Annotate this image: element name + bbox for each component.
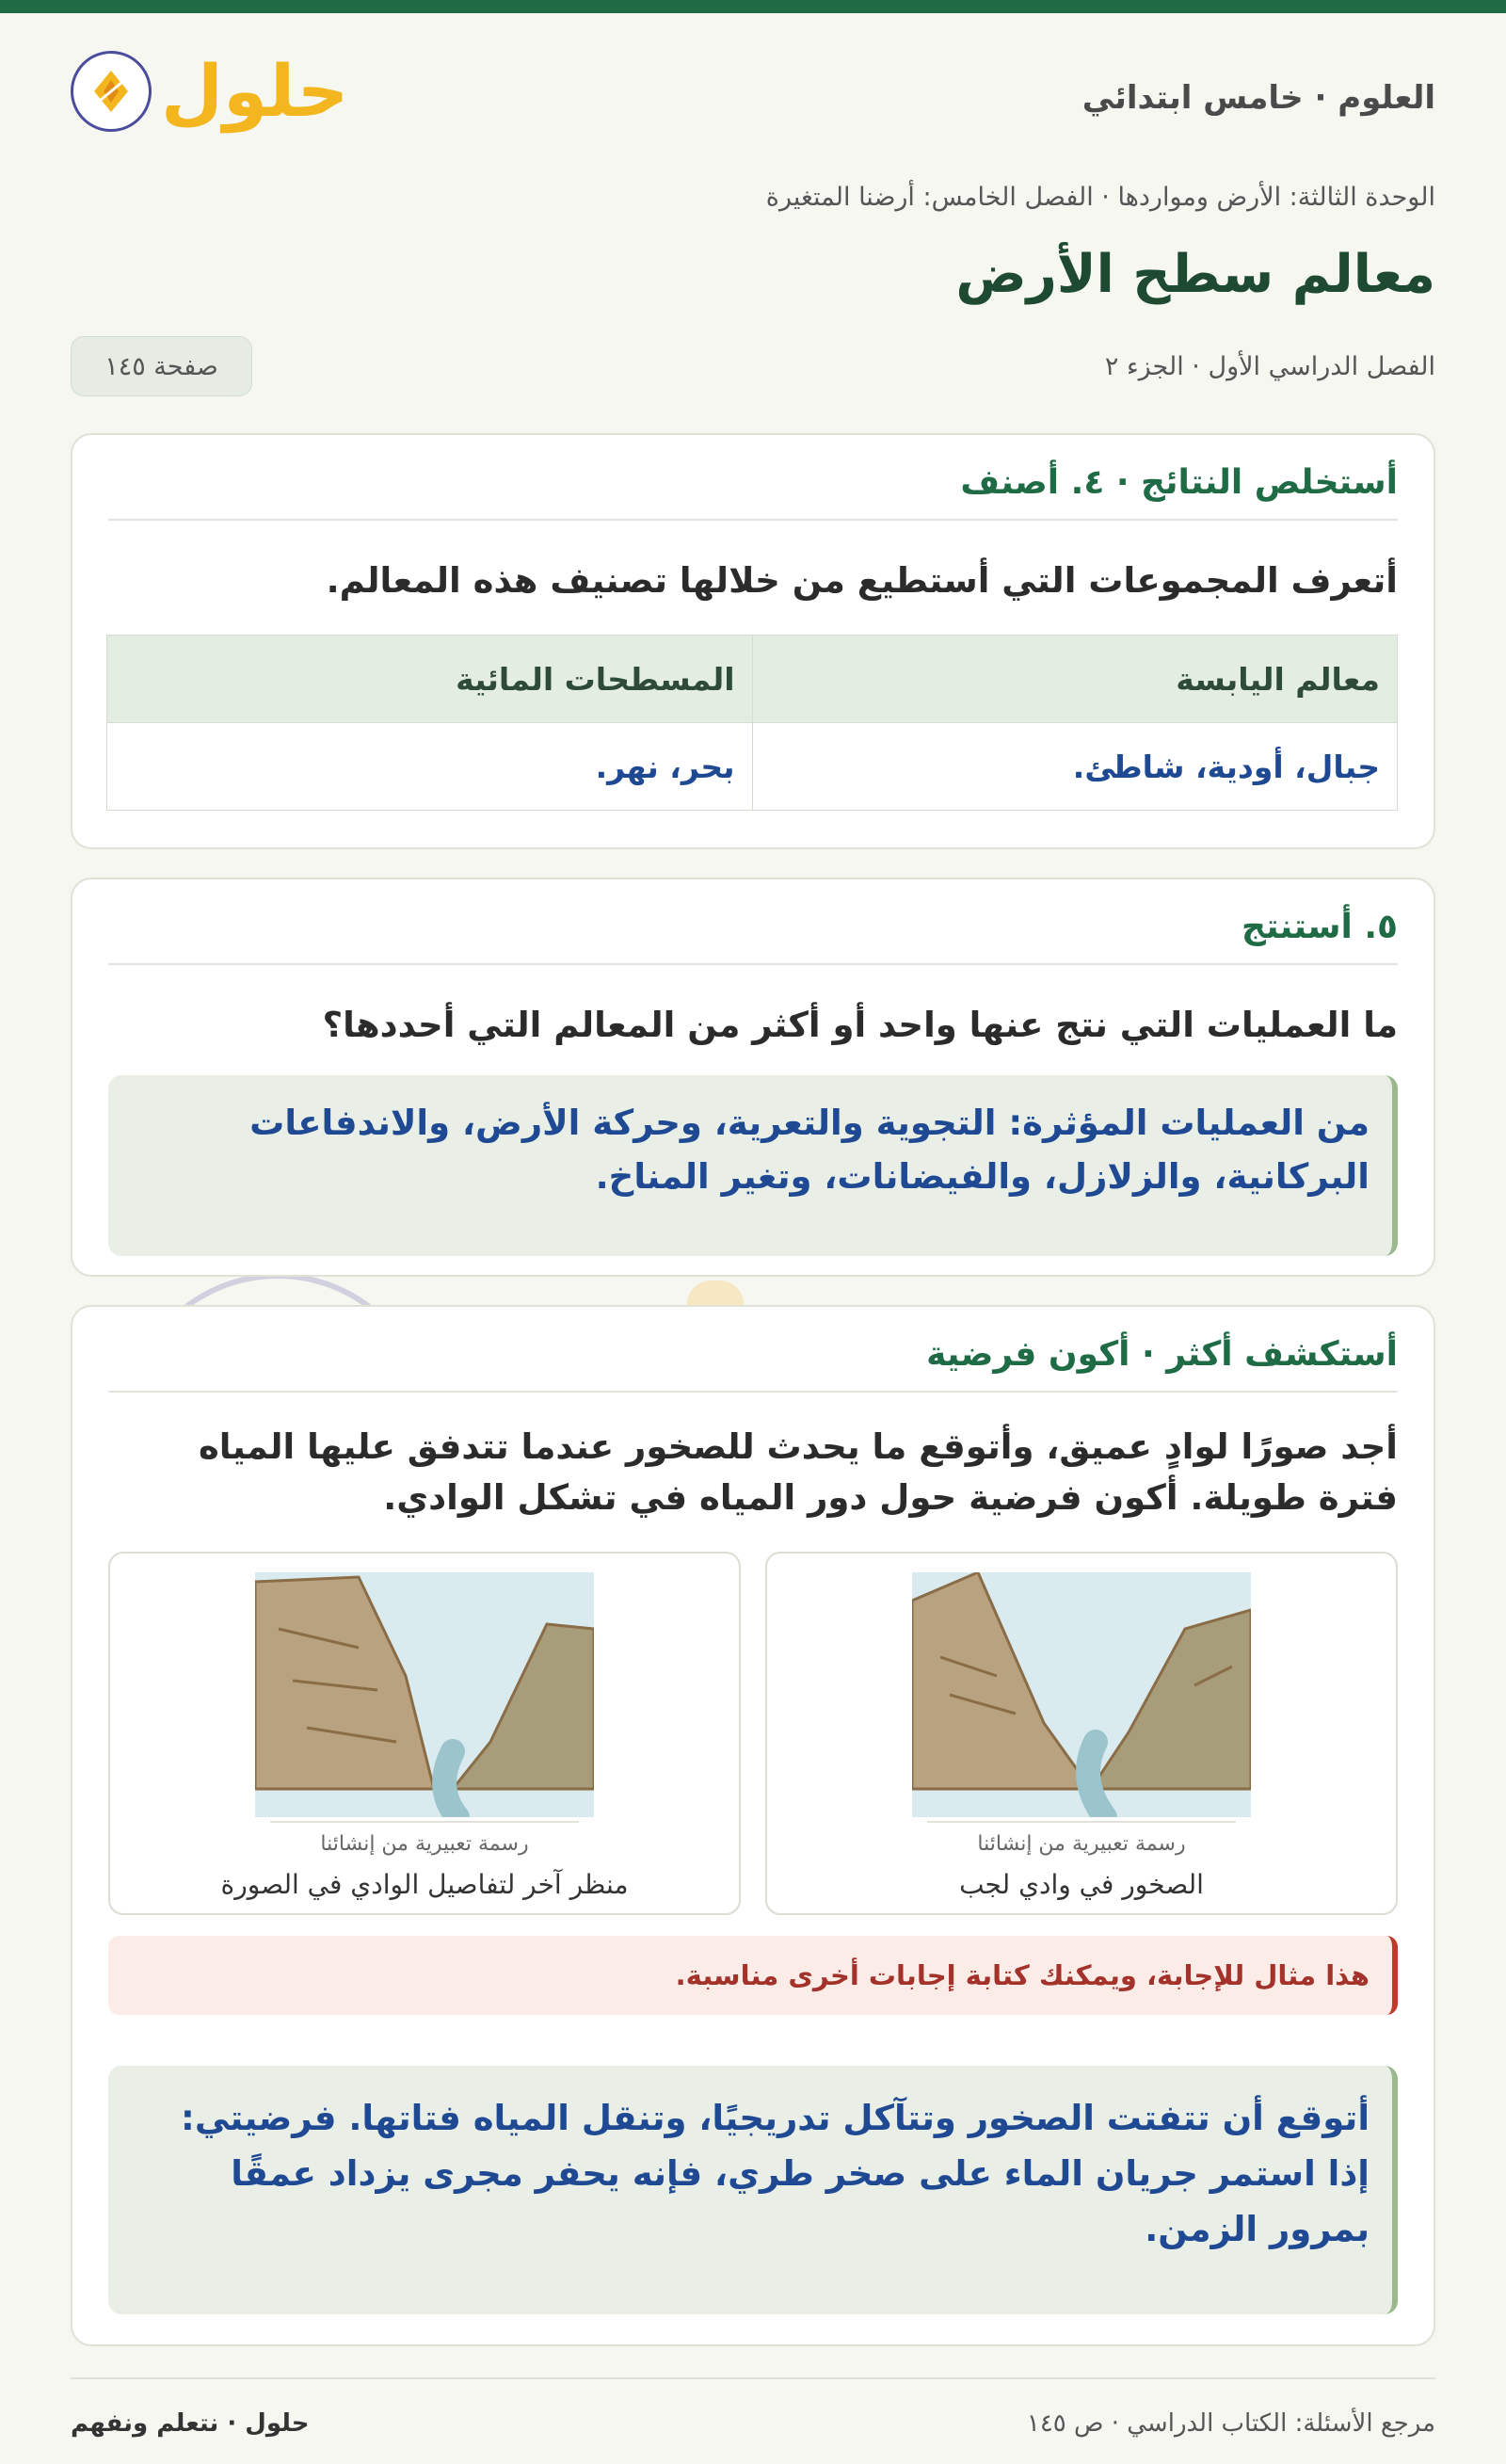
page-header xyxy=(71,13,1435,201)
figure-caption: الصخور في وادي لجب xyxy=(959,1869,1204,1900)
valley-illustration-icon xyxy=(912,1572,1251,1817)
classify-card xyxy=(71,433,1435,849)
figure-note: رسمة تعبيرية من إنشائنا xyxy=(320,1832,529,1856)
table-cell-water: بحر، نهر. xyxy=(107,723,753,811)
conclude-card xyxy=(71,878,1435,1277)
classify-question: أتعرف المجموعات التي أستطيع من خلالها تصنيف هذه المعالم. xyxy=(326,560,1398,601)
figure-valley-rocks xyxy=(765,1552,1398,1915)
lesson-title: معالم سطح الأرض xyxy=(955,244,1435,305)
unit-breadcrumb: الوحدة الثالثة: الأرض ومواردها · الفصل الخامس: أرضنا المتغيرة xyxy=(765,183,1435,212)
table-header-row xyxy=(107,636,1398,723)
page-number-badge: صفحة ١٤٥ xyxy=(71,336,252,396)
conclude-question: ما العمليات التي نتج عنها واحد أو أكثر من المعالم التي أحددها؟ xyxy=(322,1005,1398,1045)
figure-divider xyxy=(927,1821,1236,1823)
logo-emblem-icon xyxy=(71,51,152,132)
table-header-water: المسطحات المائية xyxy=(107,636,753,723)
figure-divider xyxy=(270,1821,579,1823)
footer-brand[interactable]: حلول · نتعلم ونفهم xyxy=(71,2409,310,2438)
conclude-answer-box: من العمليات المؤثرة: التجوية والتعرية، وحركة الأرض، والاندفاعات البركانية، والزلازل، والفيضانات، وتغير المناخ. xyxy=(108,1075,1398,1256)
subject-title: العلوم · خامس ابتدائي xyxy=(1081,79,1435,117)
table-row xyxy=(107,723,1398,811)
valley-illustration-icon xyxy=(255,1572,594,1817)
explore-heading: أستكشف أكثر · أكون فرضية xyxy=(108,1335,1398,1393)
footer-reference: مرجع الأسئلة: الكتاب الدراسي · ص ١٤٥ xyxy=(1026,2409,1435,2438)
site-logo[interactable] xyxy=(71,51,348,132)
sample-answer-disclaimer: هذا مثال للإجابة، ويمكنك كتابة إجابات أخرى مناسبة. xyxy=(108,1936,1398,2015)
classify-heading: أستخلص النتائج · ٤. أصنف xyxy=(108,463,1398,521)
explore-card xyxy=(71,1305,1435,2346)
figure-caption: منظر آخر لتفاصيل الوادي في الصورة xyxy=(220,1869,629,1900)
figure-note: رسمة تعبيرية من إنشائنا xyxy=(977,1832,1186,1856)
table-header-land: معالم اليابسة xyxy=(752,636,1397,723)
term-meta: الفصل الدراسي الأول · الجزء ٢ xyxy=(1104,352,1435,381)
explore-question: أجد صورًا لوادٍ عميق، وأتوقع ما يحدث للصخور عندما تتدفق عليها المياه فترة طويلة. أكون فرضية حول دور المياه في تشكل الوادي. xyxy=(198,1426,1398,1518)
classify-table xyxy=(106,635,1398,811)
conclude-heading: ٥. أستنتج xyxy=(108,908,1398,965)
footer-divider xyxy=(71,2377,1435,2379)
hypothesis-answer-box: أتوقع أن تتفتت الصخور وتتآكل تدريجيًا، وتنقل المياه فتاتها. فرضيتي: إذا استمر جريان الماء على صخر طري، فإنه يحفر مجرى يزداد عمقًا بمرور الزمن. xyxy=(108,2066,1398,2314)
table-cell-land: جبال، أودية، شاطئ. xyxy=(752,723,1397,811)
figure-valley-detail xyxy=(108,1552,741,1915)
logo-wordmark: حلول xyxy=(161,49,349,133)
top-accent-bar xyxy=(0,0,1506,13)
